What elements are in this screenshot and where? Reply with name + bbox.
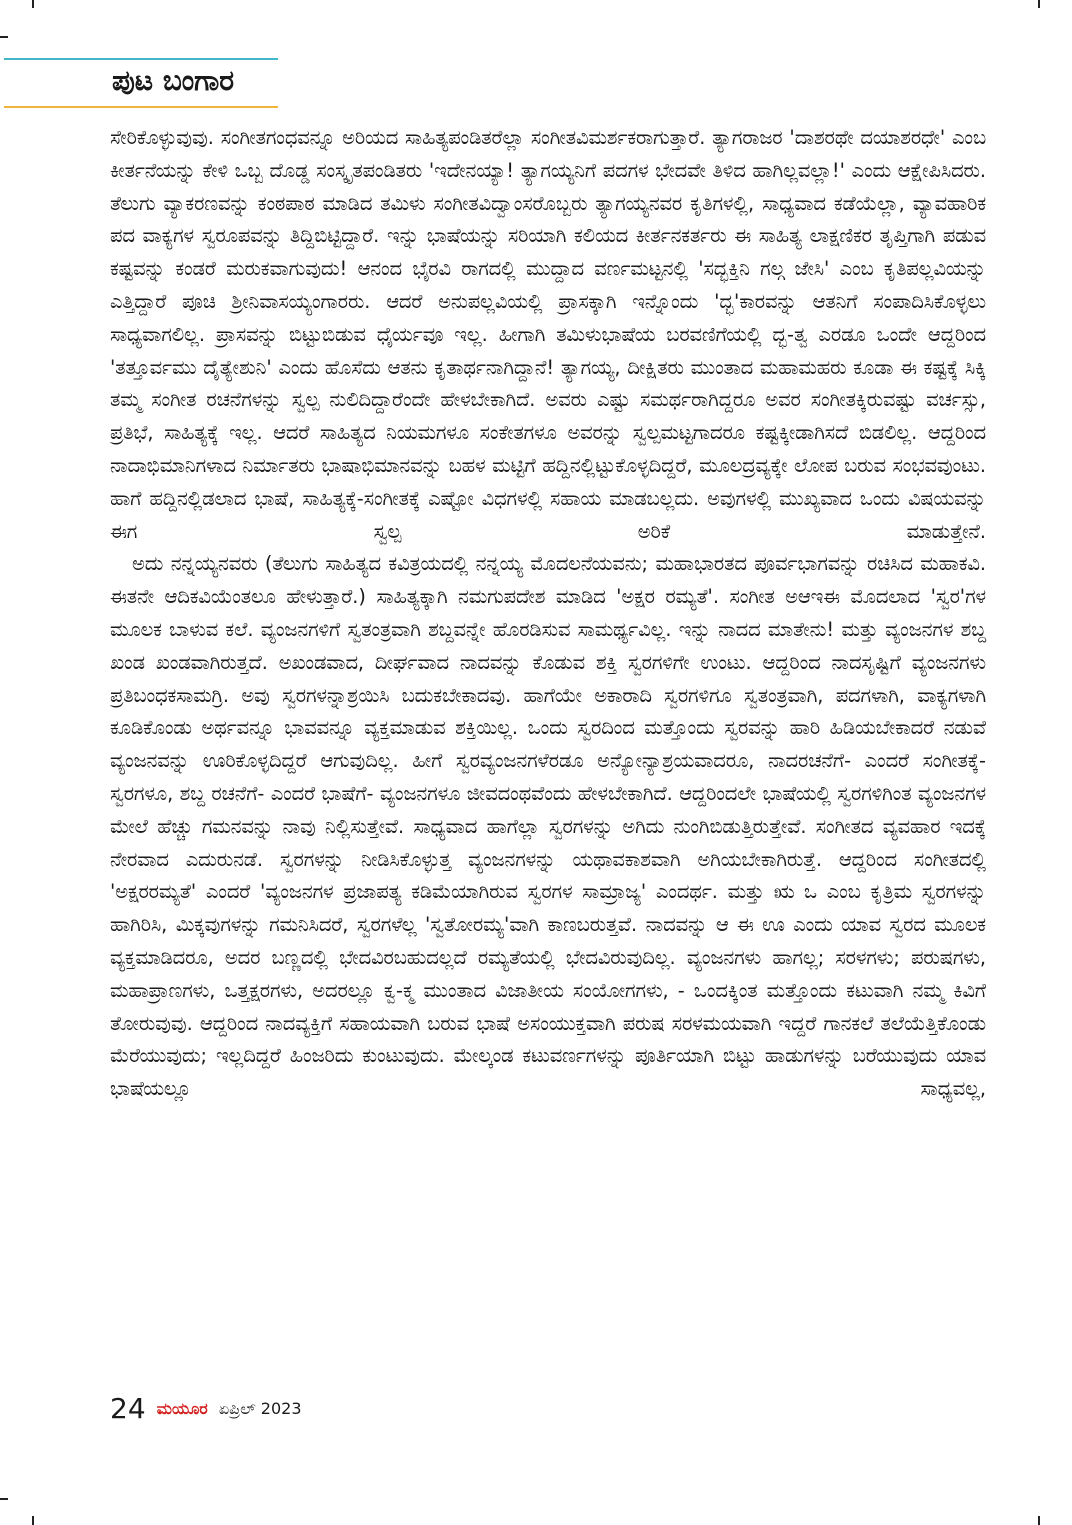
header-bottom-rule — [4, 106, 278, 108]
page-number: 24 — [110, 1392, 146, 1425]
crop-mark-bottom-left — [32, 1516, 34, 1525]
crop-mark-left-lower — [0, 1498, 8, 1500]
crop-mark-top-left — [32, 0, 34, 8]
article-paragraph-1: ಸೇರಿಕೊಳ್ಳುವುವು. ಸಂಗೀತಗಂಧವನ್ನೂ ಅರಿಯದ ಸಾಹಿತ್ಯಪಂಡಿತರೆಲ್ಲಾ ಸಂಗೀತವಿಮರ್ಶಕರಾಗುತ್ತಾರೆ. ತ್ಯಾಗರಾಜರ 'ದಾಶರಥೇ ದಯಾಶರಧೇ' ಎಂಬ ಕೀರ್ತನೆಯನ್ನು ಕೇಳಿ ಒಬ್ಬ ದೊಡ್ಡ ಸಂಸ್ಕೃತಪಂಡಿತರು 'ಇದೇನಯ್ಯಾ! ತ್ಯಾಗಯ್ಯನಿಗೆ ಪದಗಳ ಭೇದವೇ ತಿಳಿದ ಹಾಗಿಲ್ಲವಲ್ಲಾ!' ಎಂದು ಆಕ್ಷೇಪಿಸಿದರು. ತೆಲುಗು ವ್ಯಾಕರಣವನ್ನು ಕಂಠಪಾಠ ಮಾಡಿದ ತಮಿಳು ಸಂಗೀತವಿದ್ವಾಂಸರೊಬ್ಬರು ತ್ಯಾಗಯ್ಯನವರ ಕೃತಿಗಳಲ್ಲಿ, ಸಾಧ್ಯವಾದ ಕಡೆಯೆಲ್ಲಾ, ವ್ಯಾವಹಾರಿಕ ಪದ ವಾಕ್ಯಗಳ ಸ್ವರೂಪವನ್ನು ತಿದ್ದಿಬಿಟ್ಟಿದ್ದಾರೆ. ಇನ್ನು ಭಾಷೆಯನ್ನು ಸರಿಯಾಗಿ ಕಲಿಯದ ಕೀರ್ತನಕರ್ತರು ಈ ಸಾಹಿತ್ಯ ಲಾಕ್ಷಣಿಕರ ತೃಪ್ತಿಗಾಗಿ ಪಡುವ ಕಷ್ಟವನ್ನು ಕಂಡರೆ ಮರುಕವಾಗುವುದು! ಆನಂದ ಭೈರವಿ ರಾಗದಲ್ಲಿ ಮುದ್ದಾದ ವರ್ಣಮಟ್ಟನಲ್ಲಿ 'ಸದ್ಭಕ್ತಿನಿ ಗಲ್ಗ ಜೇಸಿ' ಎಂಬ ಕೃತಿಪಲ್ಲವಿಯನ್ನು ಎತ್ತಿದ್ದಾರೆ ಪೂಚಿ ಶ್ರೀನಿವಾಸಯ್ಯಂಗಾರರು. ಆದರೆ ಅನುಪಲ್ಲವಿಯಲ್ಲಿ ಪ್ರಾಸಕ್ಕಾಗಿ ಇನ್ನೊಂದು 'ದ್ಭ'ಕಾರವನ್ನು ಆತನಿಗೆ ಸಂಪಾದಿಸಿಕೊಳ್ಳಲು ಸಾಧ್ಯವಾಗಲಿಲ್ಲ. ಪ್ರಾಸವನ್ನು ಬಿಟ್ಟುಬಿಡುವ ಧೈರ್ಯವೂ ಇಲ್ಲ. ಹೀಗಾಗಿ ತಮಿಳುಭಾಷೆಯ ಬರವಣಿಗೆಯಲ್ಲಿ ದ್ಭ-ತ್ವ ಎರಡೂ ಒಂದೇ ಆದ್ದರಿಂದ 'ತತ್ತೂರ್ವಮು ದೈತ್ಯೇಶುನಿ' ಎಂದು ಹೊಸೆದು ಆತನು ಕೃತಾರ್ಥನಾಗಿದ್ದಾನೆ! ತ್ಯಾಗಯ್ಯ, ದೀಕ್ಷಿತರು ಮುಂತಾದ ಮಹಾಮಹರು ಕೂಡಾ ಈ ಕಷ್ಟಕ್ಕೆ ಸಿಕ್ಕಿ ತಮ್ಮ ಸಂಗೀತ ರಚನೆಗಳನ್ನು ಸ್ವಲ್ಪ ನುಲಿದಿದ್ದಾರೆಂದೇ ಹೇಳಬೇಕಾಗಿದೆ. ಅವರು ಎಷ್ಟು ಸಮರ್ಥರಾಗಿದ್ದರೂ ಅವರ ಸಂಗೀತಕ್ಕಿರುವಷ್ಟು ವರ್ಚಸ್ಸು, ಪ್ರತಿಭೆ, ಸಾಹಿತ್ಯಕ್ಕೆ ಇಲ್ಲ. ಆದರೆ ಸಾಹಿತ್ಯದ ನಿಯಮಗಳೂ ಸಂಕೇತಗಳೂ ಅವರನ್ನು ಸ್ವಲ್ಪಮಟ್ಟಗಾದರೂ ಕಷ್ಟಕ್ಕೀಡಾಗಿಸದೆ ಬಿಡಲಿಲ್ಲ. ಆದ್ದರಿಂದ ನಾದಾಭಿಮಾನಿಗಳಾದ ನಿರ್ಮಾತರು ಭಾಷಾಭಿಮಾನವನ್ನು ಬಹಳ ಮಟ್ಟಿಗೆ ಹದ್ದಿನಲ್ಲಿಟ್ಟುಕೊಳ್ಳದಿದ್ದರೆ, ಮೂಲದ್ರವ್ಯಕ್ಕೇ ಲೋಪ ಬರುವ ಸಂಭವವುಂಟು. ಹಾಗೆ ಹದ್ದಿನಲ್ಲಿಡಲಾದ ಭಾಷೆ, ಸಾಹಿತ್ಯಕ್ಕೆ-ಸಂಗೀತಕ್ಕೆ ಎಷ್ಟೋ ವಿಧಗಳಲ್ಲಿ ಸಹಾಯ ಮಾಡಬಲ್ಲದು. ಅವುಗಳಲ್ಲಿ ಮುಖ್ಯವಾದ ಒಂದು ವಿಷಯವನ್ನು ಈಗ ಸ್ವಲ್ಪ ಅರಿಕೆ ಮಾಡುತ್ತೇನೆ. — [110, 126, 986, 543]
article-paragraph-2: ಅದು ನನ್ನಯ್ಯನವರು (ತೆಲುಗು ಸಾಹಿತ್ಯದ ಕವಿತ್ರಯದಲ್ಲಿ ನನ್ನಯ್ಯ ಮೊದಲನೆಯವನು; ಮಹಾಭಾರತದ ಪೂರ್ವಭಾಗವನ್ನು ರಚಿಸಿದ ಮಹಾಕವಿ. ಈತನೇ ಆದಿಕವಿಯೆಂತಲೂ ಹೇಳುತ್ತಾರೆ.) ಸಾಹಿತ್ಯಕ್ಕಾಗಿ ನಮಗುಪದೇಶ ಮಾಡಿದ 'ಅಕ್ಷರ ರಮ್ಯತೆ'. ಸಂಗೀತ ಅಆಇಈ ಮೊದಲಾದ 'ಸ್ವರ'ಗಳ ಮೂಲಕ ಬಾಳುವ ಕಲೆ. ವ್ಯಂಜನಗಳಿಗೆ ಸ್ವತಂತ್ರವಾಗಿ ಶಬ್ದವನ್ನೇ ಹೊರಡಿಸುವ ಸಾಮರ್ಥ್ಯವಿಲ್ಲ. ಇನ್ನು ನಾದದ ಮಾತೇನು! ಮತ್ತು ವ್ಯಂಜನಗಳ ಶಬ್ದ ಖಂಡ ಖಂಡವಾಗಿರುತ್ತದೆ. ಅಖಂಡವಾದ, ದೀರ್ಘವಾದ ನಾದವನ್ನು ಕೊಡುವ ಶಕ್ತಿ ಸ್ವರಗಳಿಗೇ ಉಂಟು. ಆದ್ದರಿಂದ ನಾದಸೃಷ್ಟಿಗೆ ವ್ಯಂಜನಗಳು ಪ್ರತಿಬಂಧಕಸಾಮಗ್ರಿ. ಅವು ಸ್ವರಗಳನ್ನಾಶ್ರಯಿಸಿ ಬದುಕಬೇಕಾದವು. ಹಾಗೆಯೇ ಅಕಾರಾದಿ ಸ್ವರಗಳಿಗೂ ಸ್ವತಂತ್ರವಾಗಿ, ಪದಗಳಾಗಿ, ವಾಕ್ಯಗಳಾಗಿ ಕೂಡಿಕೊಂಡು ಅರ್ಥವನ್ನೂ ಭಾವವನ್ನೂ ವ್ಯಕ್ತಮಾಡುವ ಶಕ್ತಿಯಿಲ್ಲ. ಒಂದು ಸ್ವರದಿಂದ ಮತ್ತೊಂದು ಸ್ವರವನ್ನು ಹಾರಿ ಹಿಡಿಯಬೇಕಾದರೆ ನಡುವೆ ವ್ಯಂಜನವನ್ನು ಊರಿಕೊಳ್ಳದಿದ್ದರೆ ಆಗುವುದಿಲ್ಲ. ಹೀಗೆ ಸ್ವರವ್ಯಂಜನಗಳೆರಡೂ ಅನ್ಯೋನ್ಯಾಶ್ರಯವಾದರೂ, ನಾದರಚನೆಗೆ- ಎಂದರೆ ಸಂಗೀತಕ್ಕೆ- ಸ್ವರಗಳೂ, ಶಬ್ದ ರಚನೆಗೆ- ಎಂದರೆ ಭಾಷೆಗೆ- ವ್ಯಂಜನಗಳೂ ಜೀವದಂಥವೆಂದು ಹೇಳಬೇಕಾಗಿದೆ. ಆದ್ದರಿಂದಲೇ ಭಾಷೆಯಲ್ಲಿ ಸ್ವರಗಳಿಗಿಂತ ವ್ಯಂಜನಗಳ ಮೇಲೆ ಹೆಚ್ಚು ಗಮನವನ್ನು ನಾವು ನಿಲ್ಲಿಸುತ್ತೇವೆ. ಸಾಧ್ಯವಾದ ಹಾಗೆಲ್ಲಾ ಸ್ವರಗಳನ್ನು ಅಗಿದು ನುಂಗಿಬಿಡುತ್ತಿರುತ್ತೇವೆ. ಸಂಗೀತದ ವ್ಯವಹಾರ ಇದಕ್ಕೆ ನೇರವಾದ ಎದುರುನಡೆ. ಸ್ವರಗಳನ್ನು ನೀಡಿಸಿಕೊಳ್ಳುತ್ತ ವ್ಯಂಜನಗಳನ್ನು ಯಥಾವಕಾಶವಾಗಿ ಅಗಿಯಬೇಕಾಗಿರುತ್ತೆ. ಆದ್ದರಿಂದ ಸಂಗೀತದಲ್ಲಿ 'ಅಕ್ಷರರಮ್ಯತೆ' ಎಂದರೆ 'ವ್ಯಂಜನಗಳ ಪ್ರಜಾಪತ್ಯ ಕಡಿಮೆಯಾಗಿರುವ ಸ್ವರಗಳ ಸಾಮ್ರಾಜ್ಯ' ಎಂದರ್ಥ. ಮತ್ತು ಋ ಒ ಎಂಬ ಕೃತ್ರಿಮ ಸ್ವರಗಳನ್ನು ಹಾಗಿರಿಸಿ, ಮಿಕ್ಕವುಗಳನ್ನು ಗಮನಿಸಿದರೆ, ಸ್ವರಗಳೆಲ್ಲ 'ಸ್ವತೋರಮ್ಯ'ವಾಗಿ ಕಾಣಬರುತ್ತವೆ. ನಾದವನ್ನು ಆ ಈ ಊ ಎಂದು ಯಾವ ಸ್ವರದ ಮೂಲಕ ವ್ಯಕ್ತಮಾಡಿದರೂ, ಅದರ ಬಣ್ಣದಲ್ಲಿ ಭೇದವಿರಬಹುದಲ್ಲದೆ ರಮ್ಯತೆಯಲ್ಲಿ ಭೇದವಿರುವುದಿಲ್ಲ. ವ್ಯಂಜನಗಳು ಹಾಗಲ್ಲ; ಸರಳಗಳು; ಪರುಷಗಳು, ಮಹಾಪ್ರಾಣಗಳು, ಒತ್ತಕ್ಷರಗಳು, ಅದರಲ್ಲೂ ಕ್ವ-ಕ್ಮ ಮುಂತಾದ ವಿಜಾತೀಯ ಸಂಯೋಗಗಳು, - ಒಂದಕ್ಕಿಂತ ಮತ್ತೊಂದು ಕಟುವಾಗಿ ನಮ್ಮ ಕಿವಿಗೆ ತೋರುವುವು. ಆದ್ದರಿಂದ ನಾದವ್ಯಕ್ತಿಗೆ ಸಹಾಯವಾಗಿ ಬರುವ ಭಾಷೆ ಅಸಂಯುಕ್ತವಾಗಿ ಪರುಷ ಸರಳಮಯವಾಗಿ ಇದ್ದರೆ ಗಾನಕಲೆ ತಲೆಯೆತ್ತಿಕೊಂಡು ಮೆರೆಯುವುದು; ಇಲ್ಲದಿದ್ದರೆ ಹಿಂಜರಿದು ಕುಂಟುವುದು. ಮೇಲ್ಕಂಡ ಕಟುವರ್ಣಗಳನ್ನು ಪೂರ್ತಿಯಾಗಿ ಬಿಟ್ಟು ಹಾಡುಗಳನ್ನು ಬರೆಯುವುದು ಯಾವ ಭಾಷೆಯಲ್ಲೂ ಸಾಧ್ಯವಲ್ಲ, — [110, 552, 986, 1101]
header-top-rule — [4, 58, 278, 60]
magazine-logo: ಮಯೂರ — [156, 1398, 208, 1418]
page-footer — [110, 1392, 302, 1425]
crop-mark-bottom-right — [1038, 1516, 1040, 1525]
crop-mark-top-right — [1038, 0, 1040, 8]
issue-date: ಏಪ್ರಿಲ್ 2023 — [218, 1398, 302, 1418]
section-title: ಪುಟ ಬಂಗಾರ — [112, 64, 235, 97]
crop-mark-left-upper — [0, 36, 8, 38]
article-body — [110, 122, 986, 1106]
section-header — [4, 58, 278, 108]
